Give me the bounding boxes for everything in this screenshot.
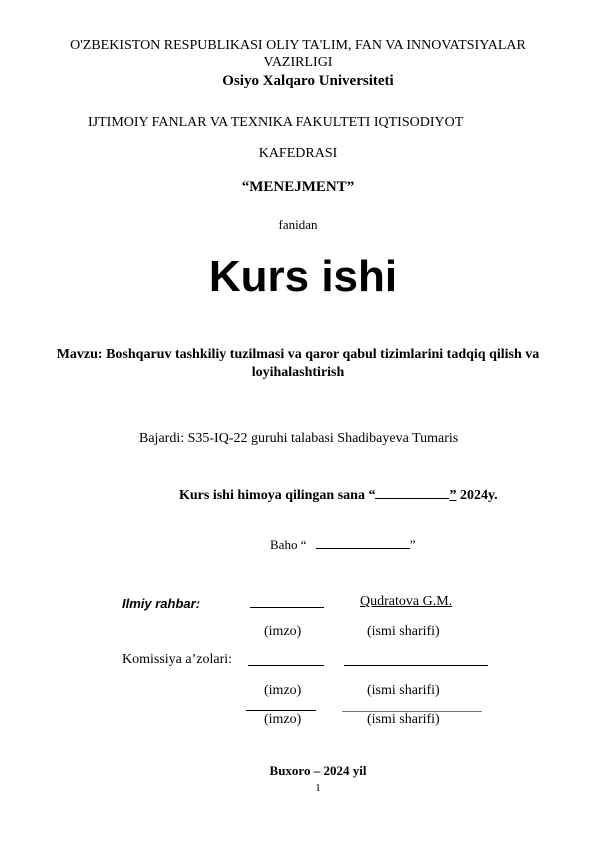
defense-date-close: ” — [449, 488, 457, 503]
document-title: Kurs ishi — [208, 252, 398, 301]
ministry-line-1: O'ZBEKISTON RESPUBLIKASI OLIY TA'LIM, FAN VA INNOVATSIYALAR — [70, 38, 526, 53]
signature-caption-3: (imzo) — [264, 712, 302, 727]
university-name: Osiyo Xalqaro Universiteti — [222, 73, 394, 89]
defense-date-blank — [375, 486, 449, 499]
topic-line-1: Mavzu: Boshqaruv tashkiliy tuzilmasi va qaror qabul tizimlarini tadqiq qilish va — [56, 347, 540, 362]
supervisor-name: Qudratova G.M. — [360, 594, 453, 609]
defense-date-line — [179, 486, 498, 504]
commission-signature-line-1 — [248, 665, 324, 666]
subject-suffix: fanidan — [278, 217, 318, 232]
place-year: Buxoro – 2024 yil — [269, 763, 367, 778]
topic-line-2: loyihalashtirish — [251, 365, 345, 380]
faculty-name: IJTIMOIY FANLAR VA TEXNIKA FAKULTETI IQTISODIYOT — [88, 115, 464, 130]
ministry-line-2: VAZIRLIGI — [263, 55, 333, 70]
signature-caption-1: (imzo) — [264, 624, 302, 639]
supervisor-signature-line — [250, 607, 324, 608]
grade-blank — [316, 537, 410, 549]
grade-close: ” — [409, 537, 416, 552]
name-caption-3: (ismi sharifi) — [367, 712, 440, 727]
defense-date-prefix: Kurs ishi himoya qilingan sana “ — [179, 488, 376, 503]
grade-line — [270, 537, 416, 553]
author-line: Bajardi: S35-IQ-22 guruhi talabasi Shadibayeva Tumaris — [139, 431, 459, 446]
commission-name-line-1 — [344, 665, 488, 666]
subject-name: “MENEJMENT” — [241, 179, 355, 195]
name-caption-1: (ismi sharifi) — [367, 624, 440, 639]
page-number: 1 — [315, 782, 321, 794]
supervisor-label: Ilmiy rahbar: — [122, 596, 201, 611]
signature-caption-2: (imzo) — [264, 683, 302, 698]
grade-label: Baho “ — [270, 537, 307, 552]
department-name: KAFEDRASI — [258, 146, 338, 161]
name-caption-2: (ismi sharifi) — [367, 683, 440, 698]
commission-signature-line-2 — [246, 710, 316, 711]
defense-date-year: 2024y. — [456, 488, 498, 503]
commission-label: Komissiya a’zolari: — [122, 652, 233, 667]
